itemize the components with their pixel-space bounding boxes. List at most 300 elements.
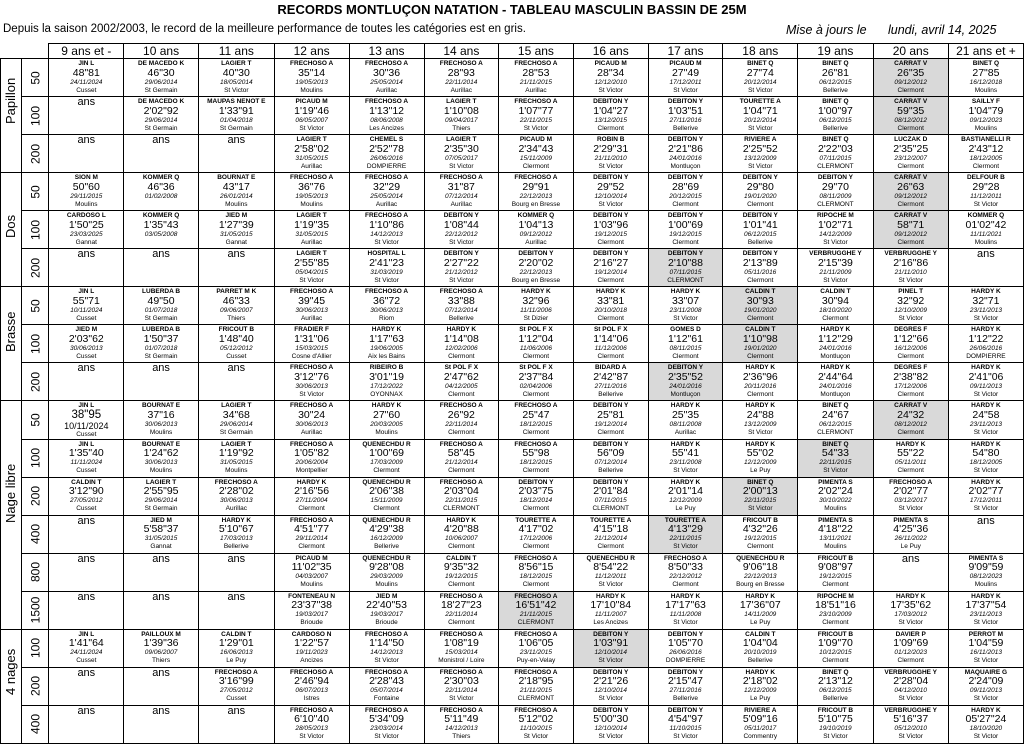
record-cell [124,439,199,477]
record-cell [948,211,1023,249]
swimmer-name: DEBITON Y [667,706,704,714]
record-city: Cusset [76,86,97,94]
record-date: 10/11/2024 [64,420,109,431]
swimmer-name: HARDY K [820,364,851,371]
record-city: Clermont [522,390,550,398]
record-cell [274,325,349,363]
record-cell [948,173,1023,211]
record-city: Moulins [824,505,847,512]
record-time: 34"68 [222,408,250,421]
swimmer-name: FRECHOSO A [290,288,334,295]
record-date: 30/06/2013 [220,497,253,504]
record-date: 19/12/2015 [819,573,852,580]
stroke-name: Nage libre [3,463,19,524]
record-time: 1'04"59 [968,637,1004,649]
record-date: 18/12/2005 [969,459,1003,466]
record-date: 19/05/2013 [295,78,328,86]
record-city: Gannat [75,238,97,246]
record-time: 2'01"84 [593,485,629,497]
record-date: 07/12/2014 [594,459,627,466]
record-cell [499,667,574,705]
age-group-header: 19 ans [798,44,873,59]
swimmer-name: QUENECHDU R [736,554,785,562]
record-time: 17'17"63 [665,599,706,611]
record-date: 23/11/2008 [669,306,702,314]
swimmer-name: HARDY K [595,288,626,295]
swimmer-name: DEBITON Y [593,706,629,714]
record-time: 2'29"31 [593,142,629,155]
record-time: 1'00"69 [668,218,703,231]
record-cell [723,591,798,629]
swimmer-name: CALDIN T [71,478,102,486]
swimmer-name: LAGIER T [446,136,477,143]
record-city: Moulins [974,86,998,94]
record-city: Moulins [225,200,248,208]
record-city: Cosne d'Allier [291,352,332,360]
record-time: 40"30 [222,66,250,79]
record-time: 3'12"76 [294,370,330,383]
record-date: 19/01/2020 [744,192,777,200]
record-cell [424,667,499,705]
record-time: 56"09 [597,447,625,459]
record-cell [723,135,798,173]
record-date: 19/06/2005 [370,344,403,352]
swimmer-name: QUENECHDU R [362,554,411,562]
record-city: Bellerive [223,543,249,550]
stroke-label [1,173,22,287]
record-time: 2'16"56 [294,485,330,497]
record-time: 2'15"47 [668,675,703,687]
swimmer-name: FRECHOSO A [364,706,409,714]
record-cell [424,287,499,325]
record-date: 19/11/2023 [295,649,328,656]
swimmer-name: BOURNAT E [141,402,181,409]
record-time: 1'09"69 [893,637,929,649]
record-date: 23/11/2013 [969,611,1002,618]
record-city: Bellerive [374,543,399,550]
record-row [1,515,1024,553]
record-time: 1'22"57 [294,637,330,649]
record-city: St Victor [224,86,249,94]
record-cell [723,401,798,440]
empty-cell: ans [49,553,124,591]
record-time: 2'00"13 [742,485,778,497]
record-city: Clermont [522,162,550,170]
swimmer-name: FRICOUT B [817,554,854,562]
record-city: St Victor [374,733,399,740]
record-cell [274,97,349,135]
record-date: 20/06/2004 [295,459,328,466]
record-time: 5'12"02 [518,713,554,725]
empty-cell: ans [948,515,1023,553]
swimmer-name: HARDY K [971,402,1001,409]
record-city: Cusset [226,352,247,360]
record-time: 8'54"22 [593,561,629,573]
record-city: Clermont [448,428,475,436]
record-city: Clermont [747,352,774,360]
record-cell [349,591,424,629]
swimmer-name: DEBITON Y [667,668,704,676]
record-cell [723,97,798,135]
swimmer-name: HARDY K [895,592,926,600]
record-date: 20/03/2005 [370,420,403,428]
swimmer-name: CARDOSO N [291,630,332,638]
record-date: 05/12/2012 [220,344,253,352]
record-cell [499,363,574,401]
record-date: 09/11/2013 [969,687,1002,694]
record-city: Bellerive [747,657,773,664]
swimmer-name: RIVIERE A [744,706,777,714]
record-date: 11/11/2021 [970,230,1002,238]
distance-value: 1500 [28,596,43,624]
record-cell [424,439,499,477]
record-city: Clermont [897,390,924,398]
swimmer-name: FRECHOSO A [290,706,334,714]
swimmer-name: PARRET M K [216,288,257,295]
record-time: 9'06"18 [742,561,778,573]
record-time: 1'05"82 [294,447,330,459]
record-city: OYONNAX [370,390,403,398]
record-time: 39"45 [298,294,326,307]
record-cell [798,135,873,173]
stroke-name: Papillon [3,77,19,124]
record-cell [274,553,349,591]
record-cell [499,477,574,515]
header-corner [1,44,49,59]
record-cell [873,211,948,249]
record-time: 4'32"26 [742,523,778,535]
swimmer-name: KOMMER Q [517,212,555,219]
record-date: 13/12/2015 [594,116,627,124]
empty-cell: ans [124,705,199,743]
record-time: 1'01"41 [742,218,778,231]
record-city: Puy-en-Velay [516,657,556,664]
record-date: 09/12/2012 [894,230,927,238]
empty-cell: ans [124,591,199,629]
record-cell [648,325,723,363]
record-cell [948,135,1023,173]
record-city: Clermont [522,467,550,474]
swimmer-name: DEBITON Y [667,364,704,371]
swimmer-name: DEBITON Y [443,212,479,219]
record-city: Clermont [672,352,699,360]
empty-cell: ans [49,363,124,401]
record-time: 29"52 [597,180,625,193]
record-date: 05/11/2016 [744,268,777,276]
record-city: St Germain [144,314,178,322]
record-time: 1'03"91 [593,637,629,649]
record-time: 1'35"43 [143,218,179,231]
swimmer-name: FRECHOSO A [290,668,334,676]
stroke-label [1,401,22,630]
record-city: St Victor [748,162,773,170]
record-time: 1'04"79 [968,104,1004,117]
record-cell [723,667,798,705]
record-city: Istres [303,695,320,702]
record-city: CLERMONT [517,695,555,702]
swimmer-name: HARDY K [971,440,1001,448]
swimmer-name: FRECHOSO A [514,174,558,181]
swimmer-name: BOURNAT E [217,174,256,181]
record-city: St Dizier [523,314,549,322]
record-cell [424,515,499,553]
record-time: 2'27"22 [443,256,479,269]
swimmer-name: BINET Q [822,60,849,67]
record-date: 09/12/2012 [894,78,927,86]
record-date: 20/11/2016 [744,382,777,390]
record-cell [873,59,948,97]
record-time: 29"28 [972,180,1000,193]
record-cell [274,667,349,705]
distance-value: 800 [28,561,43,583]
swimmer-name: HARDY K [745,402,776,409]
age-group-header: 20 ans [873,44,948,59]
record-city: DOMPIERRE [665,657,706,664]
record-time: 46"30 [147,66,175,79]
record-row [1,401,1024,440]
record-cell [648,553,723,591]
record-cell [648,135,723,173]
swimmer-name: FRECHOSO A [514,554,558,562]
record-city: Clermont [672,581,699,588]
record-time: 1'17"63 [369,332,404,345]
record-cell [49,287,124,325]
record-time: 1'08"19 [443,637,479,649]
record-cell [349,249,424,287]
swimmer-name: CARRAT V [894,60,928,67]
record-city: St Victor [673,314,698,322]
record-cell [798,363,873,401]
record-time: 4'51"77 [294,523,330,535]
record-time: 2'46"94 [294,675,330,687]
record-cell [798,287,873,325]
record-date: 11/12/2011 [970,192,1002,200]
record-date: 16/11/2013 [969,649,1002,656]
record-time: 38"95 [71,408,102,421]
record-time: 9'09"59 [968,561,1004,573]
swimmer-name: VERBRUGGHE Y [884,706,938,714]
record-city: Montluçon [670,162,701,170]
record-city: St Victor [748,505,773,512]
record-time: 58"71 [897,218,925,231]
distance-value: 200 [28,485,43,507]
record-city: St Victor [673,543,698,550]
record-row [1,173,1024,211]
record-time: 2'02"92 [143,104,179,117]
record-time: 2'02"24 [817,485,853,497]
record-cell [798,553,873,591]
record-date: 12/10/2014 [594,687,627,694]
record-cell [124,287,199,325]
record-date: 04/12/2010 [894,687,927,694]
swimmer-name: DEBITON Y [593,440,629,448]
record-city: Moulins [300,86,323,94]
distance-label [21,629,49,667]
record-cell [873,97,948,135]
record-cell [723,705,798,743]
distance-label [21,287,49,325]
record-time: 1'50"37 [143,332,179,345]
swimmer-name: TOURETTE A [515,516,557,524]
empty-cell: ans [198,553,274,591]
record-time: 33"81 [597,294,625,307]
swimmer-name: HARDY K [745,440,776,448]
swimmer-name: DEBITON Y [742,212,778,219]
record-date: 23/11/2013 [969,306,1002,314]
record-cell [723,173,798,211]
record-time: 2'18"02 [742,675,778,687]
record-cell [499,97,574,135]
record-cell [349,173,424,211]
record-cell [349,287,424,325]
record-city: St Victor [449,238,474,246]
record-cell [49,173,124,211]
swimmer-name: FRECHOSO A [364,668,409,676]
record-cell [723,211,798,249]
record-time: 6'10"40 [294,713,330,725]
swimmer-name: CALDIN T [221,630,252,638]
grey-record-note: Depuis la saison 2002/2003, le record de la meilleure performance de toutes les catégories est en gris. [3,23,526,35]
empty-cell: ans [198,249,274,287]
record-city: St Victor [523,124,549,132]
record-time: 2'15"39 [817,256,853,269]
record-date: 14/12/2013 [370,230,403,238]
record-date: 31/03/2019 [370,268,403,276]
record-date: 23/11/2008 [669,459,702,466]
record-date: 06/12/2015 [819,78,852,86]
record-time: 2'28"02 [218,485,254,497]
record-city: Aurillac [300,428,323,436]
record-time: 36"76 [298,180,326,193]
record-cell [499,211,574,249]
update-date: lundi, avril 14, 2025 [888,23,997,37]
record-cell [349,553,424,591]
record-cell [723,325,798,363]
record-time: 1'14"06 [593,332,629,345]
swimmer-name: LAGIER T [296,212,327,219]
swimmer-name: BINET Q [822,402,849,409]
swimmer-name: FRECHOSO A [439,478,483,486]
record-time: 1'19"46 [294,104,330,117]
swimmer-name: BOURNAT E [141,440,181,448]
record-row [1,629,1024,667]
swimmer-name: LUBERDA B [142,326,181,333]
record-city: Clermont [897,238,924,246]
swimmer-name: FRECHOSO A [364,60,409,67]
record-cell [648,59,723,97]
swimmer-name: FRECHOSO A [514,98,558,105]
record-city: St Victor [673,467,698,474]
swimmer-name: FRECHOSO A [364,174,409,181]
record-time: 2'35"30 [443,142,479,155]
record-cell [499,401,574,440]
record-city: Montluçon [820,390,851,398]
record-time: 27"49 [671,66,700,79]
age-group-header: 14 ans [424,44,499,59]
swimmer-name: HARDY K [820,326,851,333]
record-city: Clermont [822,314,849,322]
record-cell [198,439,274,477]
record-cell [573,325,648,363]
swimmer-name: LUBERDA B [142,288,181,295]
record-city: Moulins [375,581,398,588]
record-time: 1'00"97 [817,104,853,117]
record-city: Aurillac [450,86,472,94]
record-cell [573,97,648,135]
record-time: 9'28"08 [369,561,404,573]
record-time: 33"07 [671,294,700,307]
swimmer-name: JIN L [78,60,95,67]
record-city: St Germain [144,86,178,94]
record-time: 30"94 [821,294,849,307]
record-city: Clermont [597,124,624,132]
record-cell [124,401,199,440]
record-time: 2'02"77 [893,485,929,497]
record-cell [124,477,199,515]
record-date: 11/10/2015 [669,725,702,732]
record-city: Clermont [747,390,774,398]
record-time: 2'38"82 [893,370,929,383]
swimmer-name: HARDY K [971,478,1001,486]
record-cell [873,667,948,705]
record-time: 1'00"69 [369,447,404,459]
record-city: Bellerive [822,695,848,702]
record-time: 26"92 [447,408,475,421]
record-cell [349,135,424,173]
record-city: Aurillac [375,86,398,94]
record-cell [198,59,274,97]
record-time: 1'04"04 [742,637,778,649]
record-time: 3'12"90 [68,485,104,497]
record-cell [499,705,574,743]
record-cell [499,325,574,363]
record-cell [49,325,124,363]
record-time: 2'36"96 [742,370,778,383]
swimmer-name: DEBITON Y [518,478,554,486]
stroke-label [1,629,22,743]
record-cell [49,211,124,249]
record-date: 22/11/2014 [445,687,478,694]
record-city: St Germain [144,352,178,360]
record-city: St Victor [598,200,623,208]
swimmer-name: DEBITON Y [593,630,629,638]
record-city: Clermont [522,581,550,588]
record-date: 22/11/2015 [519,116,552,124]
swimmer-name: HARDY K [971,706,1001,714]
record-cell [124,629,199,667]
record-time: 2'28"04 [893,675,929,687]
swimmer-name: FRECHOSO A [439,174,483,181]
record-city: St Victor [898,619,923,626]
record-cell [648,249,723,287]
record-time: 18'27"23 [440,599,482,611]
record-date: 30/06/2013 [370,306,403,314]
swimmer-name: LAGIER T [221,60,252,67]
swimmer-name: FRECHOSO A [514,402,558,409]
swimmer-name: JIED M [375,592,398,600]
record-time: 2'35"25 [893,142,929,155]
record-city: Moulins [149,428,173,436]
swimmer-name: QUENECHDU R [362,440,411,448]
swimmer-name: LAGIER T [221,402,252,409]
record-time: 17'10"84 [590,599,632,611]
record-city: CLERMONT [592,505,629,512]
swimmer-name: HARDY K [670,478,701,486]
record-city: St Victor [598,657,623,664]
stroke-label [1,287,22,401]
empty-cell: ans [198,591,274,629]
record-city: Cusset [76,352,97,360]
